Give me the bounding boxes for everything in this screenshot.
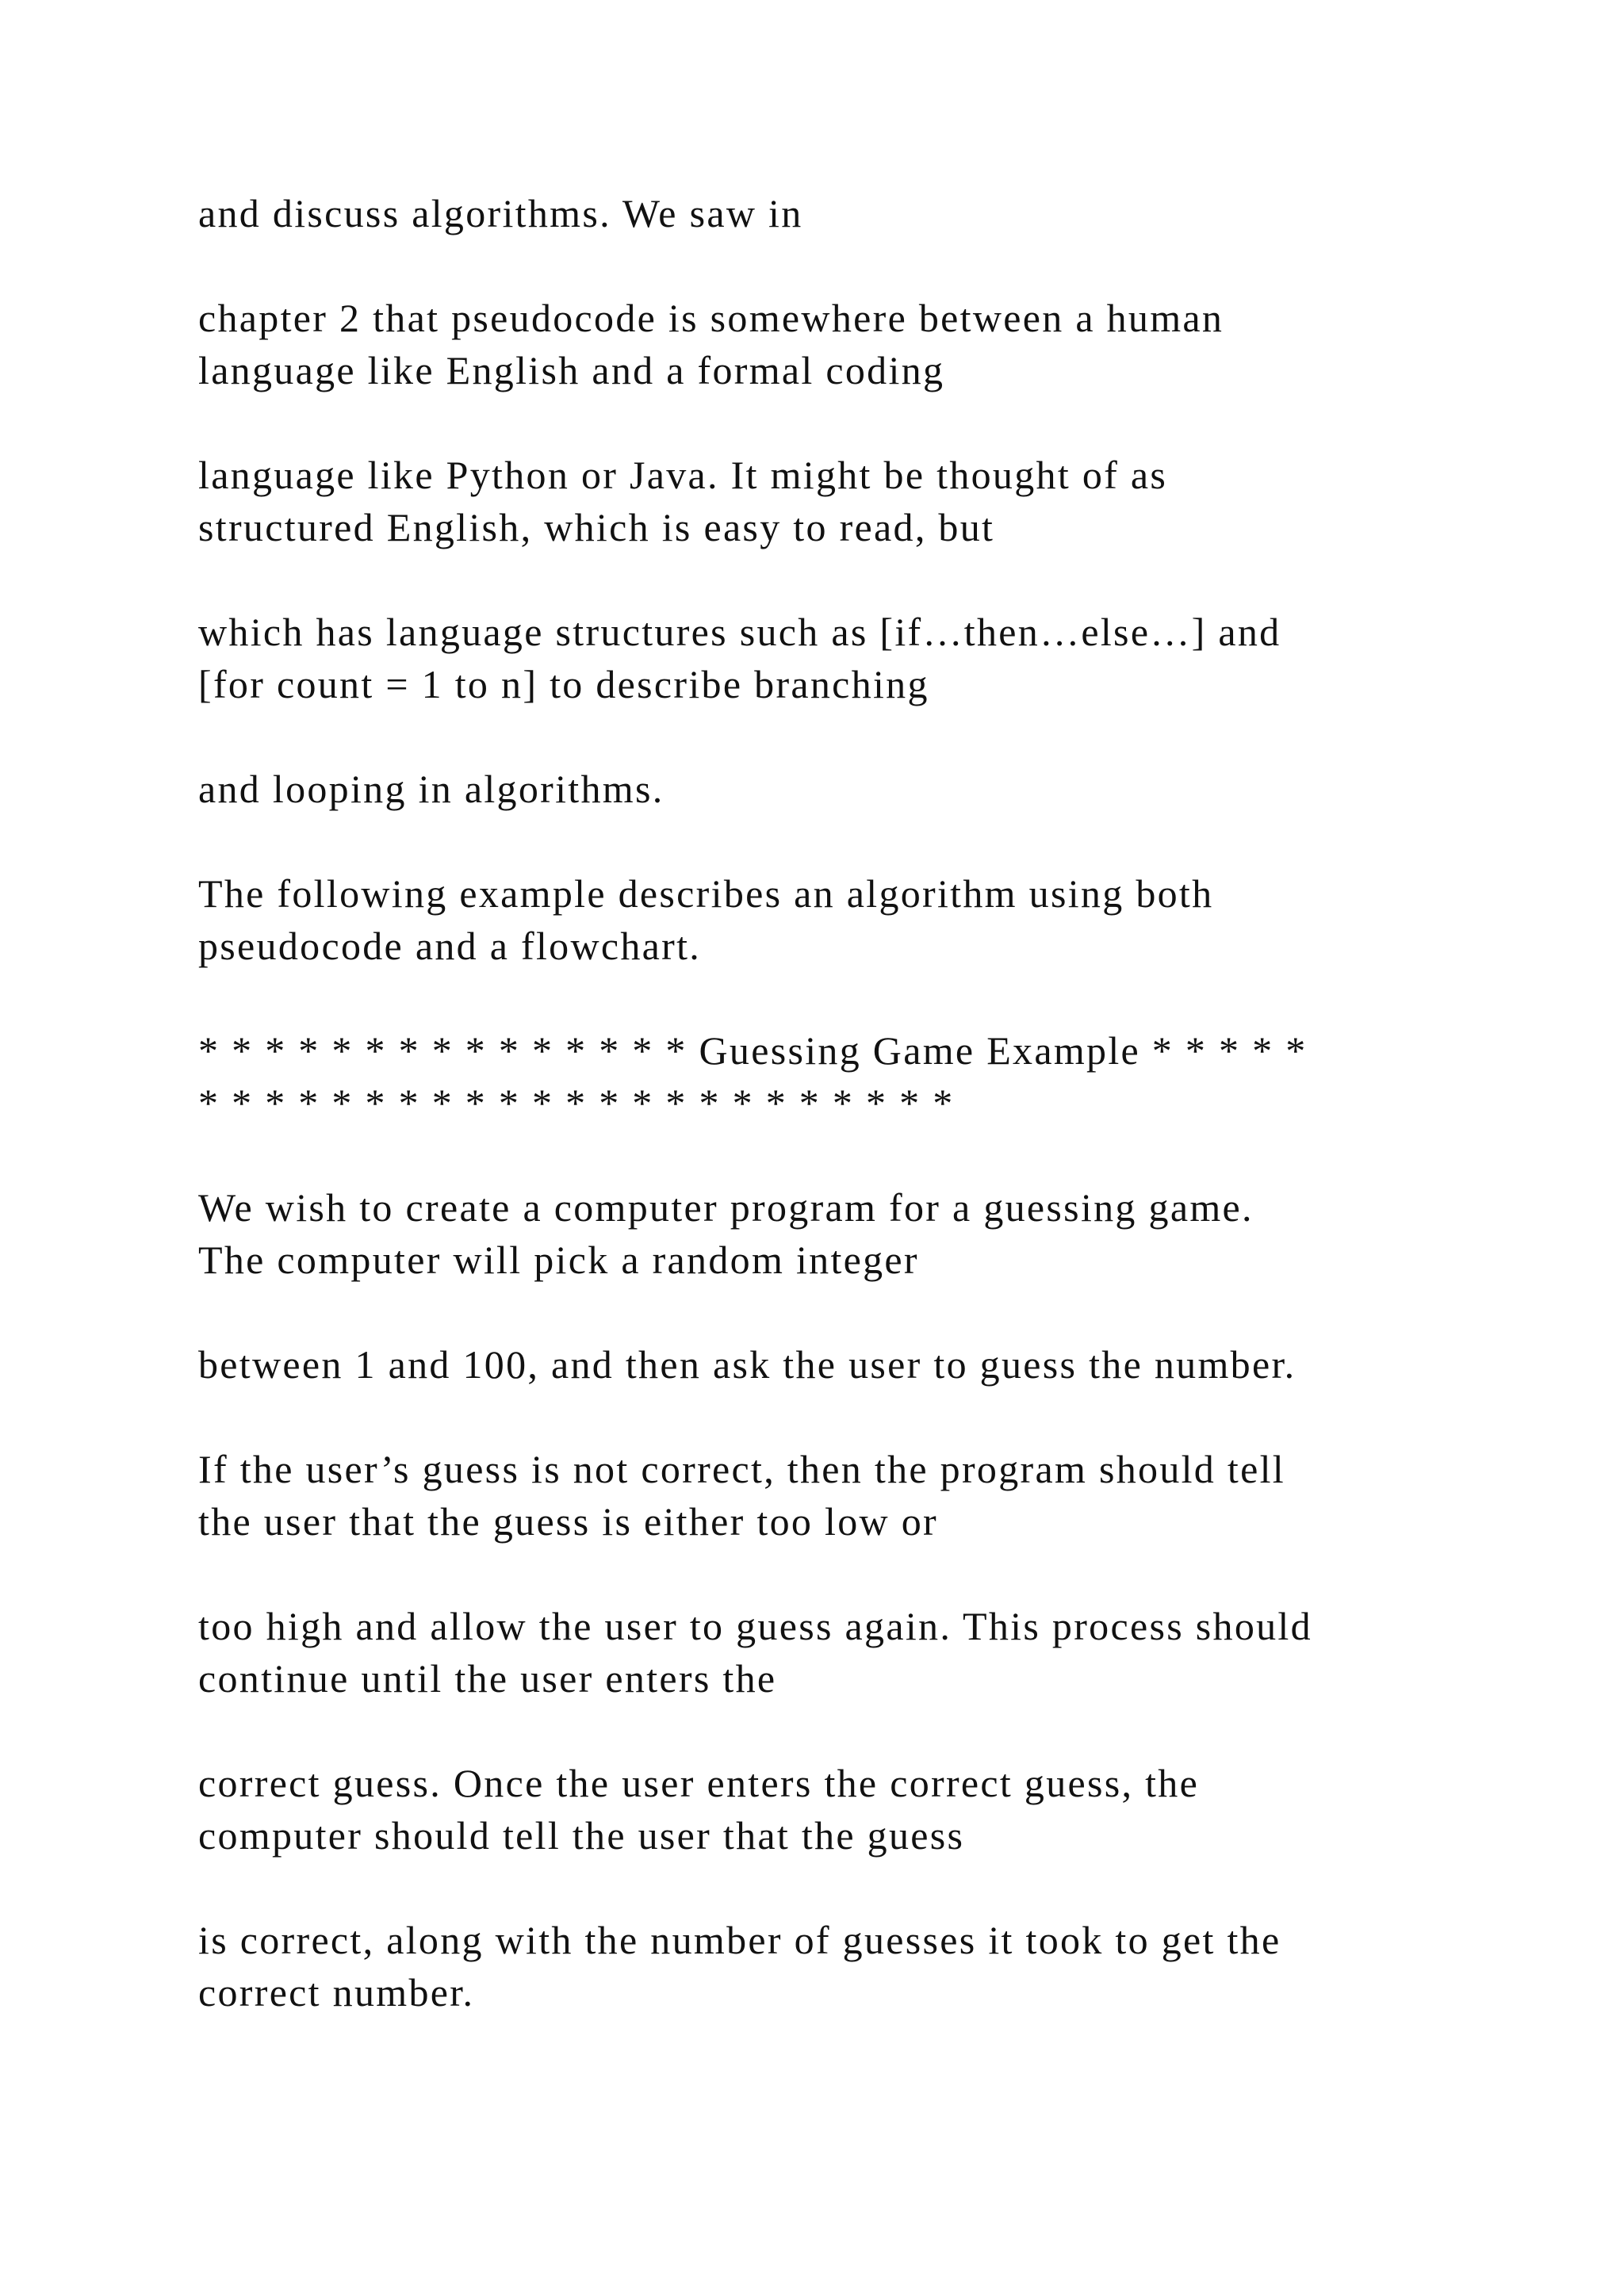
paragraph-3 <box>198 449 1467 553</box>
paragraph-line: language like English and a formal coding <box>198 348 945 392</box>
paragraph-line: pseudocode and a flowchart. <box>198 924 702 968</box>
paragraph-line: the user that the guess is either too low or <box>198 1499 938 1544</box>
heading-line: * * * * * * * * * * * * * * * Guessing Game Example * * * * * <box>198 1028 1308 1073</box>
paragraph-2 <box>198 292 1467 396</box>
paragraph-line: correct guess. Once the user enters the correct guess, the <box>198 1761 1200 1805</box>
paragraph-line: The computer will pick a random integer <box>198 1238 919 1282</box>
paragraph-12 <box>198 1757 1467 1862</box>
paragraph-line: and looping in algorithms. <box>198 767 665 811</box>
paragraph-line: and discuss algorithms. We saw in <box>198 191 803 235</box>
paragraph-line: We wish to create a computer program for a guessing game. <box>198 1185 1254 1230</box>
paragraph-line: If the user’s guess is not correct, then the program should tell <box>198 1447 1285 1491</box>
paragraph-line: computer should tell the user that the guess <box>198 1813 965 1858</box>
paragraph-line: correct number. <box>198 1970 475 2015</box>
paragraph-line: structured English, which is easy to read, but <box>198 505 995 549</box>
paragraph-line: chapter 2 that pseudocode is somewhere between a human <box>198 296 1224 340</box>
paragraph-line: is correct, along with the number of guesses it took to get the <box>198 1918 1281 1962</box>
document-body <box>198 187 1467 2071</box>
paragraph-6 <box>198 867 1467 972</box>
paragraph-8 <box>198 1181 1467 1286</box>
paragraph-line: too high and allow the user to guess again. This process should <box>198 1604 1312 1648</box>
paragraph-line: continue until the user enters the <box>198 1656 777 1701</box>
heading-line: * * * * * * * * * * * * * * * * * * * * * * * <box>198 1081 955 1125</box>
section-heading-guessing-game <box>198 1024 1467 1129</box>
paragraph-1 <box>198 187 1467 239</box>
paragraph-line: between 1 and 100, and then ask the user to guess the number. <box>198 1342 1297 1387</box>
paragraph-line: [for count = 1 to n] to describe branching <box>198 662 929 706</box>
paragraph-4 <box>198 606 1467 710</box>
paragraph-10 <box>198 1443 1467 1548</box>
paragraph-9 <box>198 1338 1467 1391</box>
paragraph-line: The following example describes an algorithm using both <box>198 871 1214 916</box>
paragraph-13 <box>198 1914 1467 2019</box>
paragraph-line: which has language structures such as [if…then…else…] and <box>198 610 1281 654</box>
paragraph-5 <box>198 763 1467 815</box>
paragraph-11 <box>198 1600 1467 1705</box>
paragraph-line: language like Python or Java. It might be thought of as <box>198 453 1168 497</box>
